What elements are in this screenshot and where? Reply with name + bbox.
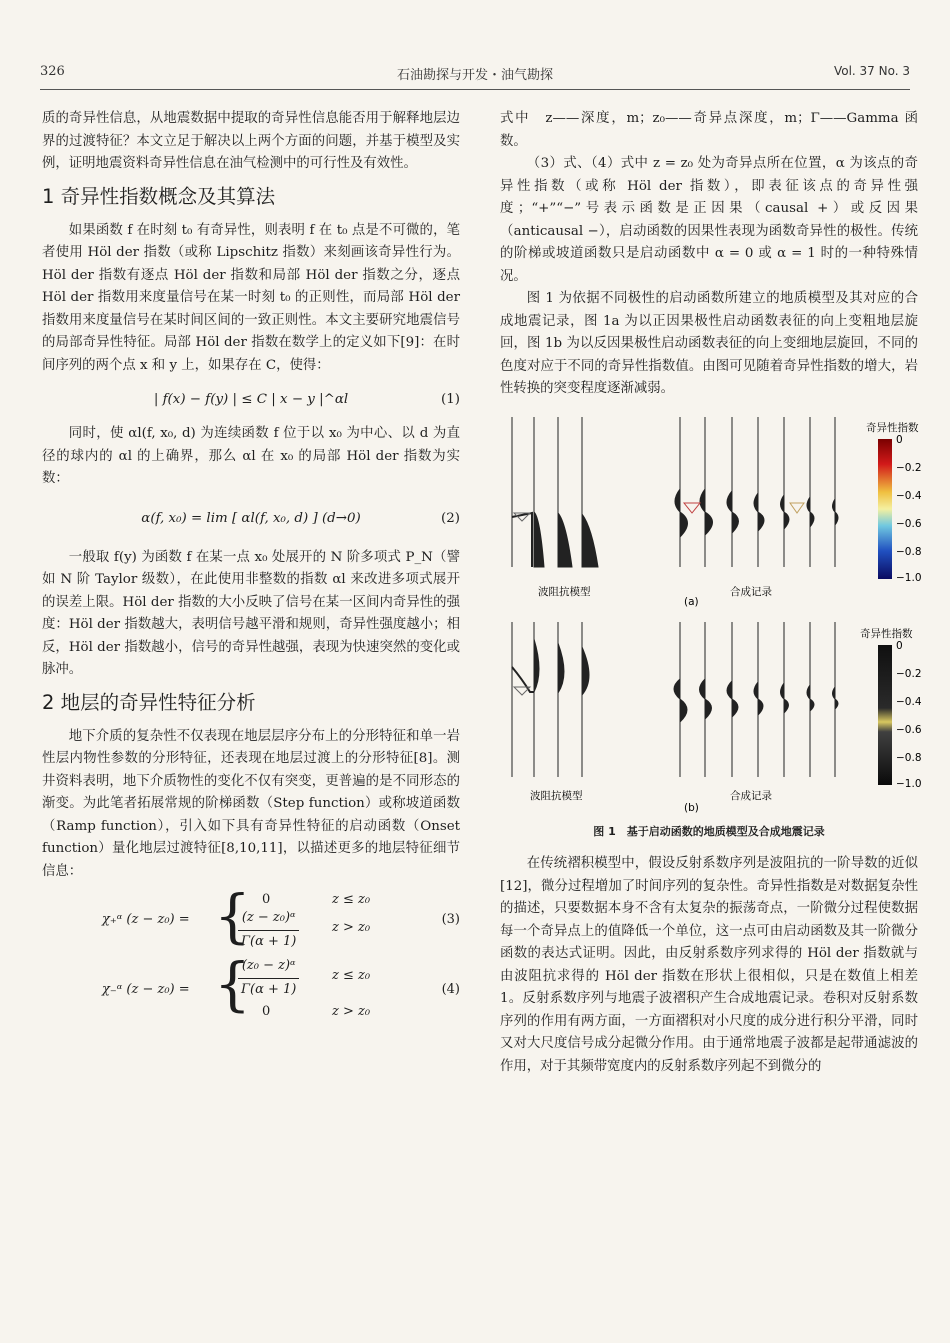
eq3-bot-cond: z > z₀ xyxy=(332,920,371,935)
paragraph: 同时，使 αl(f, x₀, d) 为连续函数 f 位于以 x₀ 为中心、以 d 为直径的球内的 αl 的上确界，那么 αl 在 x₀ 的局部 Höl der 指数为实数： xyxy=(42,426,460,486)
equation-body: α(f, x₀) = lim [ αl(f, x₀, d) ] (d→0) xyxy=(141,510,361,526)
equation-number: (2) xyxy=(441,510,460,526)
label-model-b: 波阻抗模型 xyxy=(530,789,583,802)
label-b: (b) xyxy=(684,801,699,814)
svg-text:−0.6: −0.6 xyxy=(896,723,922,736)
eq4-bot-cond: z > z₀ xyxy=(332,1004,371,1019)
panel-b-model xyxy=(512,622,589,777)
section-heading: 1 奇异性指数概念及其算法 xyxy=(42,184,276,208)
eq4-bot: 0 xyxy=(262,1004,271,1019)
header-rule xyxy=(40,89,910,90)
paragraph: （3）式、（4）式中 z = z₀ 处为奇异点所在位置，α 为该点的奇异性指数（或称 Höl der 指数），即表征该点的奇异性强度；“+”“−”号表示函数是正因果（causal +）或反因果（anticausal −），启动函数的因果性表现为函数奇异性的极性。传统的阶梯或坡道函数只是启动函数中 α = 0 或 α = 1 时的一种特殊情况。 xyxy=(500,156,918,284)
equation-number: (1) xyxy=(441,392,460,407)
equation-number: (4) xyxy=(441,982,460,997)
svg-text:−0.8: −0.8 xyxy=(896,751,922,764)
figure-1-graphic xyxy=(500,417,922,817)
volume-issue: Vol. 37 No. 3 xyxy=(833,64,910,78)
eq4-brace: { xyxy=(214,950,251,1018)
figure-caption: 图 1 基于启动函数的地质模型及合成地震记录 xyxy=(593,824,825,838)
colorbar-a-ticks xyxy=(896,434,922,584)
svg-text:−1.0: −1.0 xyxy=(896,777,922,790)
eq3-fraction: $\frac{\text{(z − z₀)ᵅ}}{\Gamma(\alpha + 1)}$ xyxy=(238,907,299,953)
paragraph: 在传统褶积模型中，假设反射系数序列是波阻抗的一阶导数的近似[12]，微分过程增加了时间序列的复杂性。奇异性指数是对数据复杂性的描述，只要数据本身不含有太复杂的振荡奇点，一阶微分过程使数据每一个奇异点上的值降低一个单位，这一点可由启动函数及其一阶微分函数的表达式证明。因此，由反射系数序列求得的 Höl der 指数就与由波阻抗求得的 Höl der 指数在形状上很相似，只是在数值上相差 1。反射系数序列与地震子波褶积产生合成地震记录。卷积对反射系数序列的作用有两方面，一方面褶积对小尺度的成分进行积分平滑，同时又对大尺度信号成分起微分作用。由于通常地震子波都是起带通滤波的作用，对于其频带宽度内的反射系数序列起不到微分的 xyxy=(500,856,918,1074)
svg-text:−0.2: −0.2 xyxy=(896,461,922,474)
svg-text:−0.4: −0.4 xyxy=(896,489,922,502)
running-header xyxy=(40,64,910,84)
label-synth-a: 合成记录 xyxy=(730,585,772,598)
colorbar-a-title: 奇异性指数 xyxy=(866,421,919,434)
equation-1 xyxy=(42,385,460,415)
paragraph: 如果函数 f 在时刻 t₀ 有奇异性，则表明 f 在 t₀ 点是不可微的，笔者使用 Höl der 指数（或称 Lipschitz 指数）来刻画该奇异性行为。Höl der 指数有逐点 Höl der 指数和局部 Höl der 指数之分，逐点 Höl der 指数用来度量信号在某一时刻 t₀ 的正则性，而局部 Höl der 指数用来度量信号在某时间区间的一致正则性。本文主要研究地震信号的局部奇异性特征。局部 Höl der 指数在数学上的定义如下[9]：在时间序列的两个点 x 和 y 上，如果存在 C，使得： xyxy=(42,222,460,373)
colorbar-a xyxy=(878,439,892,579)
paragraph: 地下介质的复杂性不仅表现在地层层序分布上的分形特征和单一岩性层内物性参数的分形特征，还表现在地层过渡上的分形特征[8]。测井资料表明，地下介质物性的变化不仅有突变，更普遍的是不同形态的渐变。为此笔者拓展常规的阶梯函数（Step function）或称坡道函数（Ramp function），引入如下具有奇异性特征的启动函数（Onset function）量化地层过渡特征[8,10,11]，以描述更多的地层特征细节信息： xyxy=(42,728,460,879)
eq3-top-cond: z ≤ z₀ xyxy=(332,892,371,907)
paragraph: 质的奇异性信息，从地震数据中提取的奇异性信息能否用于解释地层边界的过渡特征？本文立足于解决以上两个方面的问题，并基于模型及实例，证明地震资料奇异性信息在油气检测中的可行性及有效性。 xyxy=(42,111,460,171)
panel-b-synthetic xyxy=(674,622,838,777)
equation-2 xyxy=(42,499,460,539)
eq4-fraction: $\frac{\text{(z₀ − z)ᵅ}}{\Gamma(\alpha + 1)}$ xyxy=(238,955,299,1001)
right-column xyxy=(500,108,922,1078)
eq3-lhs: χ₊ᵅ (z − z₀) = xyxy=(102,912,190,927)
equation-number: (3) xyxy=(441,912,460,927)
paragraph: 式中 z——深度，m；z₀——奇异点深度，m；Γ——Gamma 函数。 xyxy=(500,111,918,149)
svg-text:0: 0 xyxy=(896,639,903,652)
panel-a-synthetic xyxy=(675,417,838,567)
svg-text:−0.6: −0.6 xyxy=(896,517,922,530)
page-number: 326 xyxy=(40,64,65,79)
label-synth-b: 合成记录 xyxy=(730,789,772,802)
colorbar-b-ticks xyxy=(896,640,922,790)
svg-text:−1.0: −1.0 xyxy=(896,571,922,584)
label-model-a: 波阻抗模型 xyxy=(538,585,591,598)
section-heading: 2 地层的奇异性特征分析 xyxy=(42,690,256,714)
label-a: (a) xyxy=(684,595,699,608)
svg-text:−0.8: −0.8 xyxy=(896,545,922,558)
svg-text:−0.2: −0.2 xyxy=(896,667,922,680)
panel-a-model xyxy=(512,417,598,567)
figure-1 xyxy=(500,417,922,817)
equation-body: | f(x) − f(y) | ≤ C | x − y |^αl xyxy=(153,392,349,407)
eq4-top-cond: z ≤ z₀ xyxy=(332,968,371,983)
paragraph: 图 1 为依据不同极性的启动函数所建立的地质模型及其对应的合成地震记录，图 1a 为以正因果极性启动函数表征的向上变粗地层旋回，图 1b 为以反因果极性启动函数表征的向上变细地层旋回，不同的色度对应于不同的奇异性指数值。由图可见随着奇异性指数的增大，岩性转换的突变程度逐渐减弱。 xyxy=(500,291,918,396)
svg-text:−0.4: −0.4 xyxy=(896,695,922,708)
equations-3-4 xyxy=(42,882,460,1021)
journal-name: 石油勘探与开发・油气勘探 xyxy=(396,68,553,83)
colorbar-b xyxy=(878,645,892,785)
colorbar-b-title: 奇异性指数 xyxy=(860,627,913,640)
svg-text:0: 0 xyxy=(896,433,903,446)
paragraph: 一般取 f(y) 为函数 f 在某一点 x₀ 处展开的 N 阶多项式 P_N（譬如 N 阶 Taylor 级数），在此使用非整数的指数 αl 来改进多项式展开的误差上限。Höl der 指数的大小反映了信号在某一区间内奇异性的强度：Höl der 指数越大，表明信号越平滑和规则，奇异性强度越小；相反，Höl der 指数越小，信号的奇异性越强，表现为快速突然的变化或脉冲。 xyxy=(42,549,460,677)
eq4-lhs: χ₋ᵅ (z − z₀) = xyxy=(102,982,190,997)
eq3-brace: { xyxy=(214,882,251,950)
eq3-top: 0 xyxy=(262,892,271,907)
left-column xyxy=(42,108,460,1027)
